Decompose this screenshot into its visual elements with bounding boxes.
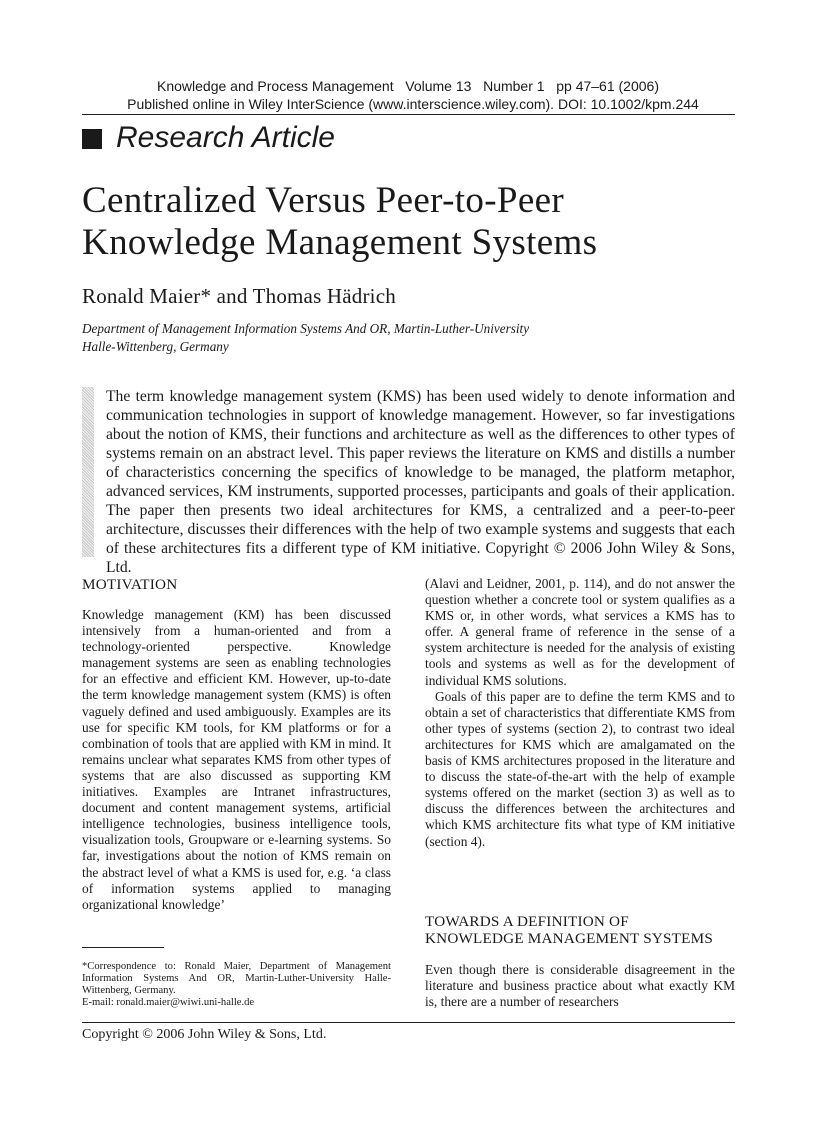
footnote-rule [82,947,164,948]
publication-info: Published online in Wiley InterScience (www.interscience.wiley.com). DOI: 10.1002/kpm.244 [127,96,699,112]
motivation-paragraph-2: Goals of this paper are to define the term KMS and to obtain a set of characteristics that differentiate KMS from other types of systems (section 2), to contrast two ideal architectures for KMS which are amalgamated on the basis of KMS architectures proposed in the literature and to discuss the state-of-the-art with the help of example systems offered on the market (section 3) as well as to discuss the differences between the architectures and which KMS architecture fits what type of KM initiative (section 4). [425,688,735,849]
footer-rule [82,1022,735,1023]
journal-info: Knowledge and Process Management Volume 13 Number 1 pp 47–61 (2006) [157,78,659,94]
article-type-row [82,118,335,158]
title-line-2: Knowledge Management Systems [82,222,598,263]
article-type: Research Article [116,121,335,154]
definition-heading-line-1: TOWARDS A DEFINITION OF [425,913,629,930]
title-line-1: Centralized Versus Peer-to-Peer [82,180,565,221]
definition-paragraph-1: Even though there is considerable disagreement in the literature and business practice about what exactly KM is, there are a number of researchers [425,962,735,1010]
affiliation [82,320,642,356]
running-head [82,77,734,113]
black-square-icon [82,129,102,149]
copyright-footer: Copyright © 2006 John Wiley & Sons, Ltd. [82,1027,327,1042]
header-rule [82,114,735,115]
left-column [82,576,391,913]
footnote [82,961,391,1009]
motivation-paragraph-1-continued: (Alavi and Leidner, 2001, p. 114), and do not answer the question whether a concrete tool or system qualifies as a KMS or, in other words, what services a KMS has to offer. A general frame of reference in the sense of a system architecture is needed for the analysis of existing tools and systems as well as for the development of individual KMS solutions. [425,576,735,688]
right-column [425,576,735,850]
section-heading-definition [425,913,735,947]
affiliation-line-1: Department of Management Information Systems And OR, Martin-Luther-University [82,321,530,336]
abstract: The term knowledge management system (KMS) has been used widely to denote information and communication technologies in support of knowledge management. However, so far investigations about the notion of KMS, their functions and architecture as well as the differences to other types of systems remain on an abstract level. This paper reviews the literature on KMS and distills a number of characteristics concerning the specifics of knowledge to be managed, the platform metaphor, advanced services, KM instruments, supported processes, participants and goals of their application. The paper then presents two ideal architectures for KMS, a centralized and a peer-to-peer architecture, discusses their differences with the help of two example systems and suggests that each of these architectures fits a different type of KM initiative. Copyright © 2006 John Wiley & Sons, Ltd. [106,388,735,576]
affiliation-line-2: Halle-Wittenberg, Germany [82,339,229,354]
definition-heading-line-2: KNOWLEDGE MANAGEMENT SYSTEMS [425,930,713,947]
authors: Ronald Maier* and Thomas Hädrich [82,284,396,308]
paper-title [82,180,742,264]
abstract-side-bar [82,387,94,557]
motivation-paragraph-1: Knowledge management (KM) has been discussed intensively from a human-oriented and from a technology-oriented perspective. Knowledge management systems are seen as enabling technologies for an effective and efficient KM. However, up-to-date the term knowledge management system (KMS) is often vaguely defined and used ambiguously. Examples are its use for specific KM tools, for KM platforms or for a combination of tools that are applied with KM in mind. It remains unclear what separates KMS from other types of systems that are also discussed as supporting KM initiatives. Examples are Intranet infrastructures, document and content management systems, artificial intelligence technologies, business intelligence tools, visualization tools, Groupware or e-learning systems. So far, investigations about the notion of KMS remain on the abstract level of what a KMS is used for, e.g. ‘a class of information systems applied to managing organizational knowledge’ [82,607,391,912]
definition-section [425,962,735,1011]
footnote-correspondence: *Correspondence to: Ronald Maier, Department of Management Information Systems And OR, Martin-Luther-University Halle-Wittenberg, Germany. [82,961,391,996]
footnote-email: E-mail: ronald.maier@wiwi.uni-halle.de [82,997,255,1008]
section-heading-motivation: MOTIVATION [82,576,178,593]
